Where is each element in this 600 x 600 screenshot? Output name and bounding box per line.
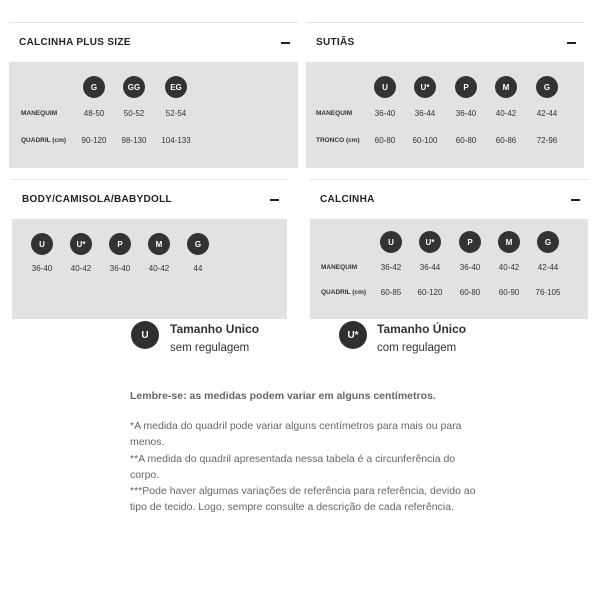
section-header[interactable] <box>12 179 287 220</box>
table-cell: 98-130 <box>121 136 147 145</box>
legend-badge-u-star: U* <box>339 321 367 349</box>
section-header[interactable] <box>9 22 298 63</box>
size-badge-p: P <box>109 233 131 255</box>
table-cell: 60-80 <box>459 288 481 297</box>
collapse-icon[interactable] <box>567 42 576 44</box>
size-badge-m: M <box>495 76 517 98</box>
collapse-icon[interactable] <box>270 199 279 201</box>
size-badge-g: G <box>536 76 558 98</box>
size-badge-g: G <box>83 76 105 98</box>
section-calcinha-plus-size <box>9 22 298 168</box>
table-cell: 36-40 <box>31 264 53 273</box>
section-sutias <box>306 22 584 168</box>
section-header[interactable] <box>306 22 584 63</box>
size-badge-u-star: U* <box>70 233 92 255</box>
table-cell: 36-44 <box>419 263 441 272</box>
size-table-panel <box>12 219 287 319</box>
section-calcinha <box>310 179 588 319</box>
size-table-panel <box>306 62 584 168</box>
size-badge-p: P <box>459 231 481 253</box>
table-cell: 36-40 <box>374 109 396 118</box>
legend-title: Tamanho Unico <box>170 322 260 336</box>
table-cell: 36-40 <box>459 263 481 272</box>
collapse-icon[interactable] <box>281 42 290 44</box>
row-label-quadril: QUADRIL (cm) <box>321 289 367 296</box>
table-cell: 44 <box>193 264 203 273</box>
size-badge-gg: GG <box>123 76 145 98</box>
note-line: **A medida do quadril apresentada nessa tabela é a circunferência do corpo. <box>130 452 456 481</box>
section-title: CALCINHA PLUS SIZE <box>19 37 131 48</box>
table-cell: 60-120 <box>417 288 443 297</box>
size-table-panel <box>9 62 298 168</box>
size-badge-u: U <box>380 231 402 253</box>
legend-badge-u: U <box>131 321 159 349</box>
table-cell: 36-40 <box>109 264 131 273</box>
table-cell: 60-80 <box>455 136 477 145</box>
table-cell: 104-133 <box>161 136 191 145</box>
size-badge-m: M <box>498 231 520 253</box>
table-cell: 50-52 <box>123 109 145 118</box>
section-title: SUTIÃS <box>316 37 355 48</box>
size-badge-u-star: U* <box>419 231 441 253</box>
table-cell: 52-54 <box>165 109 187 118</box>
table-cell: 40-42 <box>495 109 517 118</box>
table-cell: 90-120 <box>81 136 107 145</box>
table-cell: 60-86 <box>495 136 517 145</box>
table-cell: 40-42 <box>148 264 170 273</box>
note-line: ***Pode haver algumas variações de referência para referência, devido ao tipo de tecido. Logo, sempre consulte a descrição de cada referência. <box>130 485 476 514</box>
table-cell: 60-85 <box>380 288 402 297</box>
row-label-manequim: MANEQUIM <box>316 110 353 117</box>
note-line: *A medida do quadril pode variar alguns centímetros para mais ou para menos. <box>130 420 462 449</box>
table-cell: 42-44 <box>536 109 558 118</box>
section-title: BODY/CAMISOLA/BABYDOLL <box>22 194 172 205</box>
row-label-tronco: TRONCO (cm) <box>316 137 360 144</box>
table-cell: 48-50 <box>83 109 105 118</box>
size-badge-u: U <box>374 76 396 98</box>
remember-note: Lembre-se: as medidas podem variar em alguns centímetros. <box>130 390 436 402</box>
section-body-camisola-babydoll <box>12 179 287 319</box>
legend-title: Tamanho Único <box>377 322 467 336</box>
table-cell: 60-100 <box>412 136 438 145</box>
size-badge-u: U <box>31 233 53 255</box>
section-header[interactable] <box>310 179 588 220</box>
table-cell: 72-96 <box>536 136 558 145</box>
table-cell: 60-80 <box>374 136 396 145</box>
size-badge-g: G <box>187 233 209 255</box>
size-badge-u-star: U* <box>414 76 436 98</box>
size-table-panel <box>310 219 588 319</box>
legend-subtitle: com regulagem <box>377 342 457 354</box>
table-cell: 40-42 <box>70 264 92 273</box>
table-cell: 76-105 <box>535 288 561 297</box>
row-label-manequim: MANEQUIM <box>21 110 58 117</box>
table-cell: 40-42 <box>498 263 520 272</box>
table-cell: 36-42 <box>380 263 402 272</box>
section-title: CALCINHA <box>320 194 375 205</box>
size-badge-eg: EG <box>165 76 187 98</box>
row-label-manequim: MANEQUIM <box>321 264 358 271</box>
size-badge-g: G <box>537 231 559 253</box>
size-badge-m: M <box>148 233 170 255</box>
size-badge-p: P <box>455 76 477 98</box>
size-notes <box>130 388 480 515</box>
legend-subtitle: sem regulagem <box>170 342 250 354</box>
table-cell: 60-90 <box>498 288 520 297</box>
table-cell: 36-40 <box>455 109 477 118</box>
row-label-quadril: QUADRIL (cm) <box>21 137 67 144</box>
table-cell: 42-44 <box>537 263 559 272</box>
collapse-icon[interactable] <box>571 199 580 201</box>
table-cell: 36-44 <box>414 109 436 118</box>
